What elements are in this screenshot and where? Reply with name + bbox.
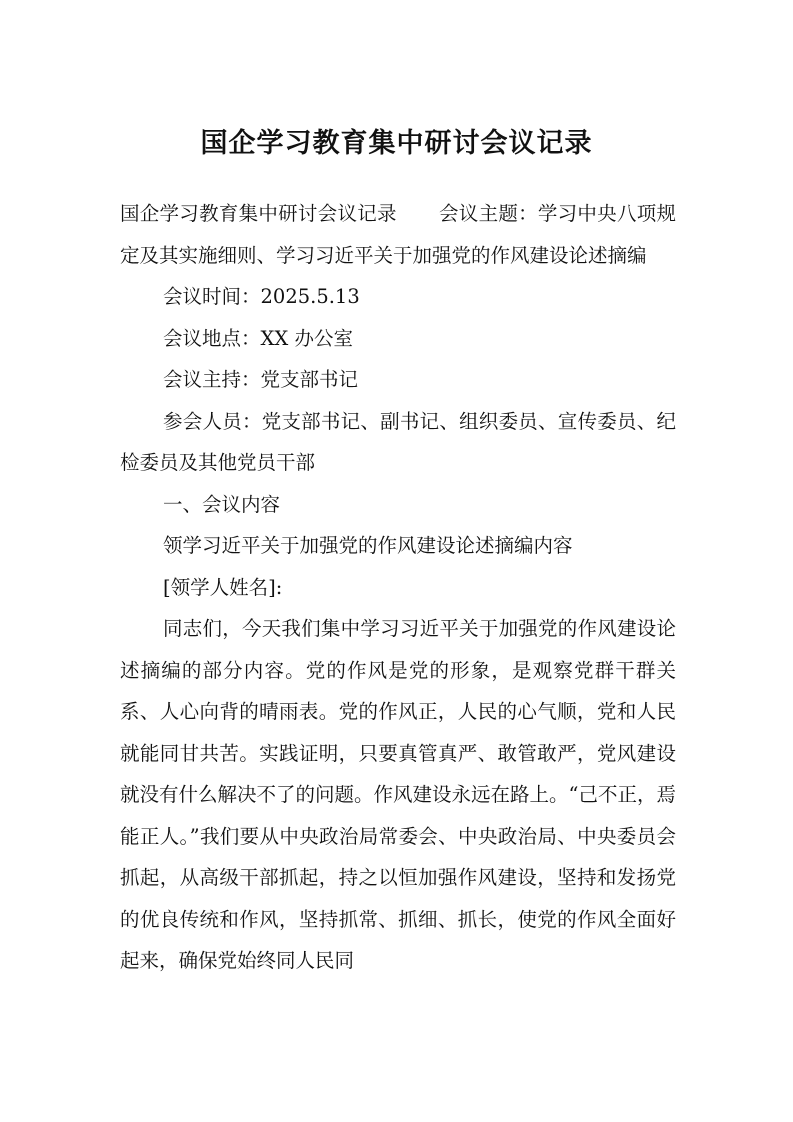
meeting-place: 会议地点：XX 办公室 <box>163 326 353 350</box>
reader-label: [领学人姓名]: <box>163 575 283 599</box>
speech-paragraph: 同志们，今天我们集中学习习近平关于加强党的作风建设论述摘编的部分内容。党的作风是党的形象，是观察党群干群关系、人心向背的晴雨表。党的作风正，人民的心气顺，党和人民就能同甘共苦。实践证明，只要真管真严、敢管敢严，党风建设就没有什么解决不了的问题。作风建设永远在路上。“己不正，焉能正人。”我们要从中央政治局常委会、中央政治局、中央委员会抓起，从高级干部抓起，持之以恒加强作风建设，坚持和发扬党的优良传统和作风，坚持抓常、抓细、抓长，使党的作风全面好起来，确保党始终同人民同 <box>120 617 676 972</box>
meeting-time: 会议时间：2025.5.13 <box>163 285 360 308</box>
reading-title: 领学习近平关于加强党的作风建设论述摘编内容 <box>163 534 573 557</box>
document-body <box>120 193 676 982</box>
intro-title-repeat: 国企学习教育集中研讨会议记录 <box>120 202 397 225</box>
meeting-host: 会议主持：党支部书记 <box>163 368 359 391</box>
meeting-attendees: 参会人员：党支部书记、副书记、组织委员、宣传委员、纪检委员及其他党员干部 <box>120 409 676 474</box>
meeting-topic: 会议主题：学习中央八项规定及其实施细则、学习习近平关于加强党的作风建设论述摘编 <box>120 202 676 267</box>
document-title: 国企学习教育集中研讨会议记录 <box>200 128 593 159</box>
section-heading: 一、会议内容 <box>163 492 281 516</box>
intro-paragraph <box>120 193 676 276</box>
